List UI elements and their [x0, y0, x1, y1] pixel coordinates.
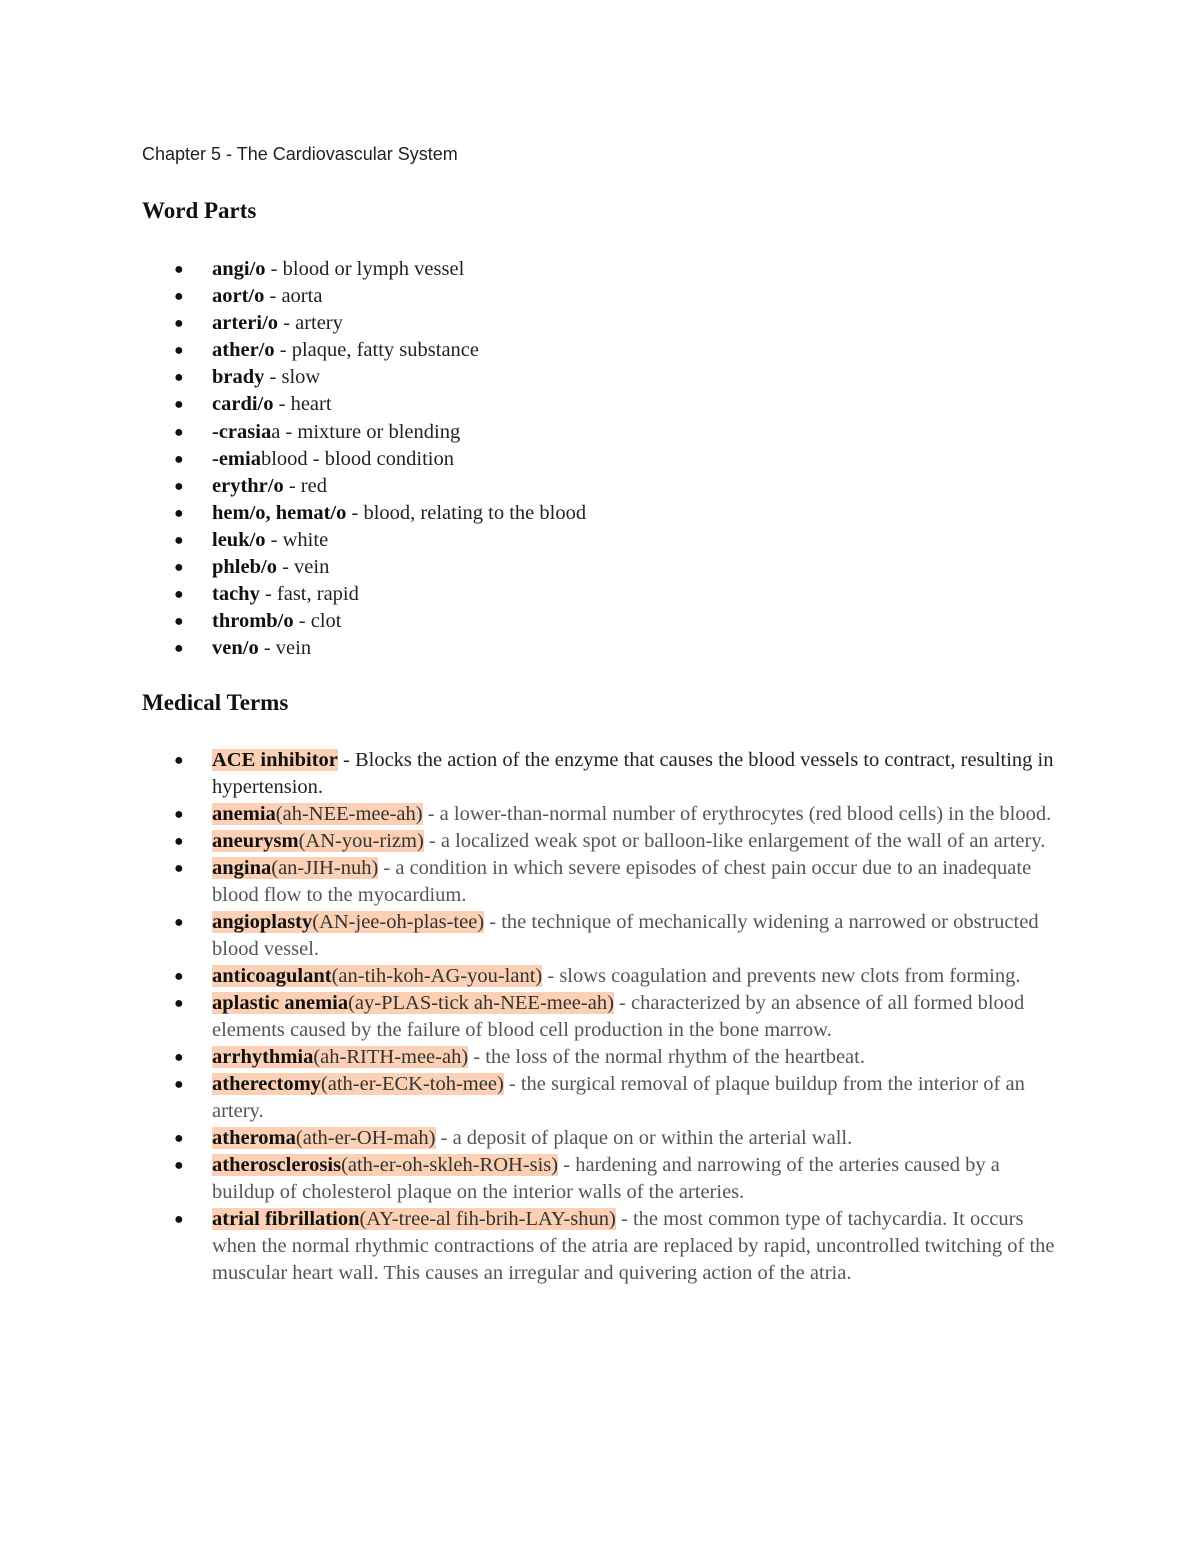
- bullet-icon: ●: [174, 342, 184, 360]
- bullet-icon: ●: [174, 1049, 184, 1066]
- bullet-icon: ●: [174, 450, 184, 468]
- term-highlight: anemia(ah-NEE-mee-ah): [212, 803, 423, 825]
- term-highlight: aneurysm(AN-you-rizm): [212, 830, 424, 852]
- list-item: ● aplastic anemia(ay-PLAS-tick ah-NEE-mee-ah) - characterized by an absence of all formed blood elements caused by the failure of blood cell production in the bone marrow.: [174, 992, 1025, 1041]
- bullet-icon: ●: [174, 752, 184, 769]
- bullet-icon: ●: [174, 640, 184, 658]
- term-highlight: atheroma(ath-er-OH-mah): [212, 1127, 436, 1149]
- term-highlight: atherosclerosis(ath-er-oh-skleh-ROH-sis): [212, 1154, 559, 1176]
- term-highlight: angina(an-JIH-nuh): [212, 857, 379, 879]
- list-item: ● arteri/o - artery: [0, 310, 586, 337]
- bullet-icon: ●: [174, 504, 184, 522]
- list-item: ● atherectomy(ath-er-ECK-toh-mee) - the surgical removal of plaque buildup from the interior of an artery.: [174, 1073, 1025, 1122]
- list-item: ● atheroma(ath-er-OH-mah) - a deposit of plaque on or within the arterial wall.: [0, 1125, 1060, 1152]
- bullet-icon: ●: [174, 261, 184, 278]
- list-item: ● cardi/o - heart: [0, 391, 586, 418]
- bullet-icon: ●: [174, 315, 184, 333]
- term-highlight: anticoagulant(an-tih-koh-AG-you-lant): [212, 965, 543, 987]
- list-item: ● hem/o, hemat/o - blood, relating to the blood: [0, 500, 586, 527]
- term-highlight: ACE inhibitor: [212, 749, 338, 771]
- list-item: ● ather/o - plaque, fatty substance: [0, 337, 586, 364]
- medical-terms-list: [0, 747, 1060, 1287]
- list-item: ● angina(an-JIH-nuh) - a condition in which severe episodes of chest pain occur due to an inadequate blood flow to the myocardium.: [174, 857, 1032, 906]
- medical-terms-heading: Medical Terms: [142, 690, 289, 715]
- bullet-icon: ●: [174, 1076, 184, 1093]
- list-item: ● -emiablood - blood condition: [0, 446, 586, 473]
- bullet-icon: ●: [174, 968, 184, 985]
- bullet-icon: ●: [174, 1157, 184, 1174]
- list-item: ● brady - slow: [0, 364, 586, 391]
- list-item: ● anemia(ah-NEE-mee-ah) - a lower-than-normal number of erythrocytes (red blood cells) in the blood.: [0, 801, 1060, 828]
- bullet-icon: ●: [174, 1211, 184, 1228]
- list-item: ● ACE inhibitor - Blocks the action of the enzyme that causes the blood vessels to contract, resulting in hypertension.: [174, 749, 1054, 798]
- term-highlight: atrial fibrillation(AY-tree-al fih-brih-LAY-shun): [212, 1208, 616, 1230]
- list-item: ● anticoagulant(an-tih-koh-AG-you-lant) - slows coagulation and prevents new clots from forming.: [0, 963, 1060, 990]
- bullet-icon: ●: [174, 477, 184, 495]
- list-item: ● leuk/o - white: [0, 527, 586, 554]
- bullet-icon: ●: [174, 531, 184, 549]
- list-item: ● angi/o - blood or lymph vessel: [0, 256, 586, 283]
- bullet-icon: ●: [174, 833, 184, 850]
- list-item: ● angioplasty(AN-jee-oh-plas-tee) - the technique of mechanically widening a narrowed or obstructed blood vessel.: [174, 911, 1039, 960]
- list-item: ● -crasiaa - mixture or blending: [0, 419, 586, 446]
- bullet-icon: ●: [174, 806, 184, 823]
- chapter-title: Chapter 5 - The Cardiovascular System: [142, 144, 458, 164]
- list-item: ● tachy - fast, rapid: [0, 581, 586, 608]
- list-item: ● arrhythmia(ah-RITH-mee-ah) - the loss of the normal rhythm of the heartbeat.: [0, 1044, 1060, 1071]
- bullet-icon: ●: [174, 914, 184, 931]
- bullet-icon: ●: [174, 586, 184, 604]
- list-item: ● aneurysm(AN-you-rizm) - a localized weak spot or balloon-like enlargement of the wall of an artery.: [0, 828, 1060, 855]
- term-highlight: angioplasty(AN-jee-oh-plas-tee): [212, 911, 485, 933]
- bullet-icon: ●: [174, 423, 184, 441]
- bullet-icon: ●: [174, 613, 184, 631]
- bullet-icon: ●: [174, 396, 184, 414]
- list-item: ● thromb/o - clot: [0, 608, 586, 635]
- bullet-icon: ●: [174, 369, 184, 387]
- word-parts-list: [0, 256, 586, 662]
- term-highlight: arrhythmia(ah-RITH-mee-ah): [212, 1046, 469, 1068]
- bullet-icon: ●: [174, 995, 184, 1012]
- term-highlight: atherectomy(ath-er-ECK-toh-mee): [212, 1073, 504, 1095]
- list-item: ● atrial fibrillation(AY-tree-al fih-brih-LAY-shun) - the most common type of tachycardia. It occurs when the normal rhythmic contractions of the atria are replaced by rapid, uncontrolled twitching of the muscular heart wall. This causes an irregular and quivering action of the atria.: [174, 1208, 1055, 1284]
- list-item: ● atherosclerosis(ath-er-oh-skleh-ROH-sis) - hardening and narrowing of the arteries caused by a buildup of cholesterol plaque on the interior walls of the arteries.: [174, 1154, 1000, 1203]
- word-parts-heading: Word Parts: [142, 198, 257, 223]
- list-item: ● erythr/o - red: [0, 473, 586, 500]
- list-item: ● ven/o - vein: [0, 635, 586, 662]
- bullet-icon: ●: [174, 1130, 184, 1147]
- list-item: ● phleb/o - vein: [0, 554, 586, 581]
- bullet-icon: ●: [174, 288, 184, 306]
- term-highlight: aplastic anemia(ay-PLAS-tick ah-NEE-mee-ah): [212, 992, 614, 1014]
- bullet-icon: ●: [174, 860, 184, 877]
- list-item: ● aort/o - aorta: [0, 283, 586, 310]
- bullet-icon: ●: [174, 559, 184, 577]
